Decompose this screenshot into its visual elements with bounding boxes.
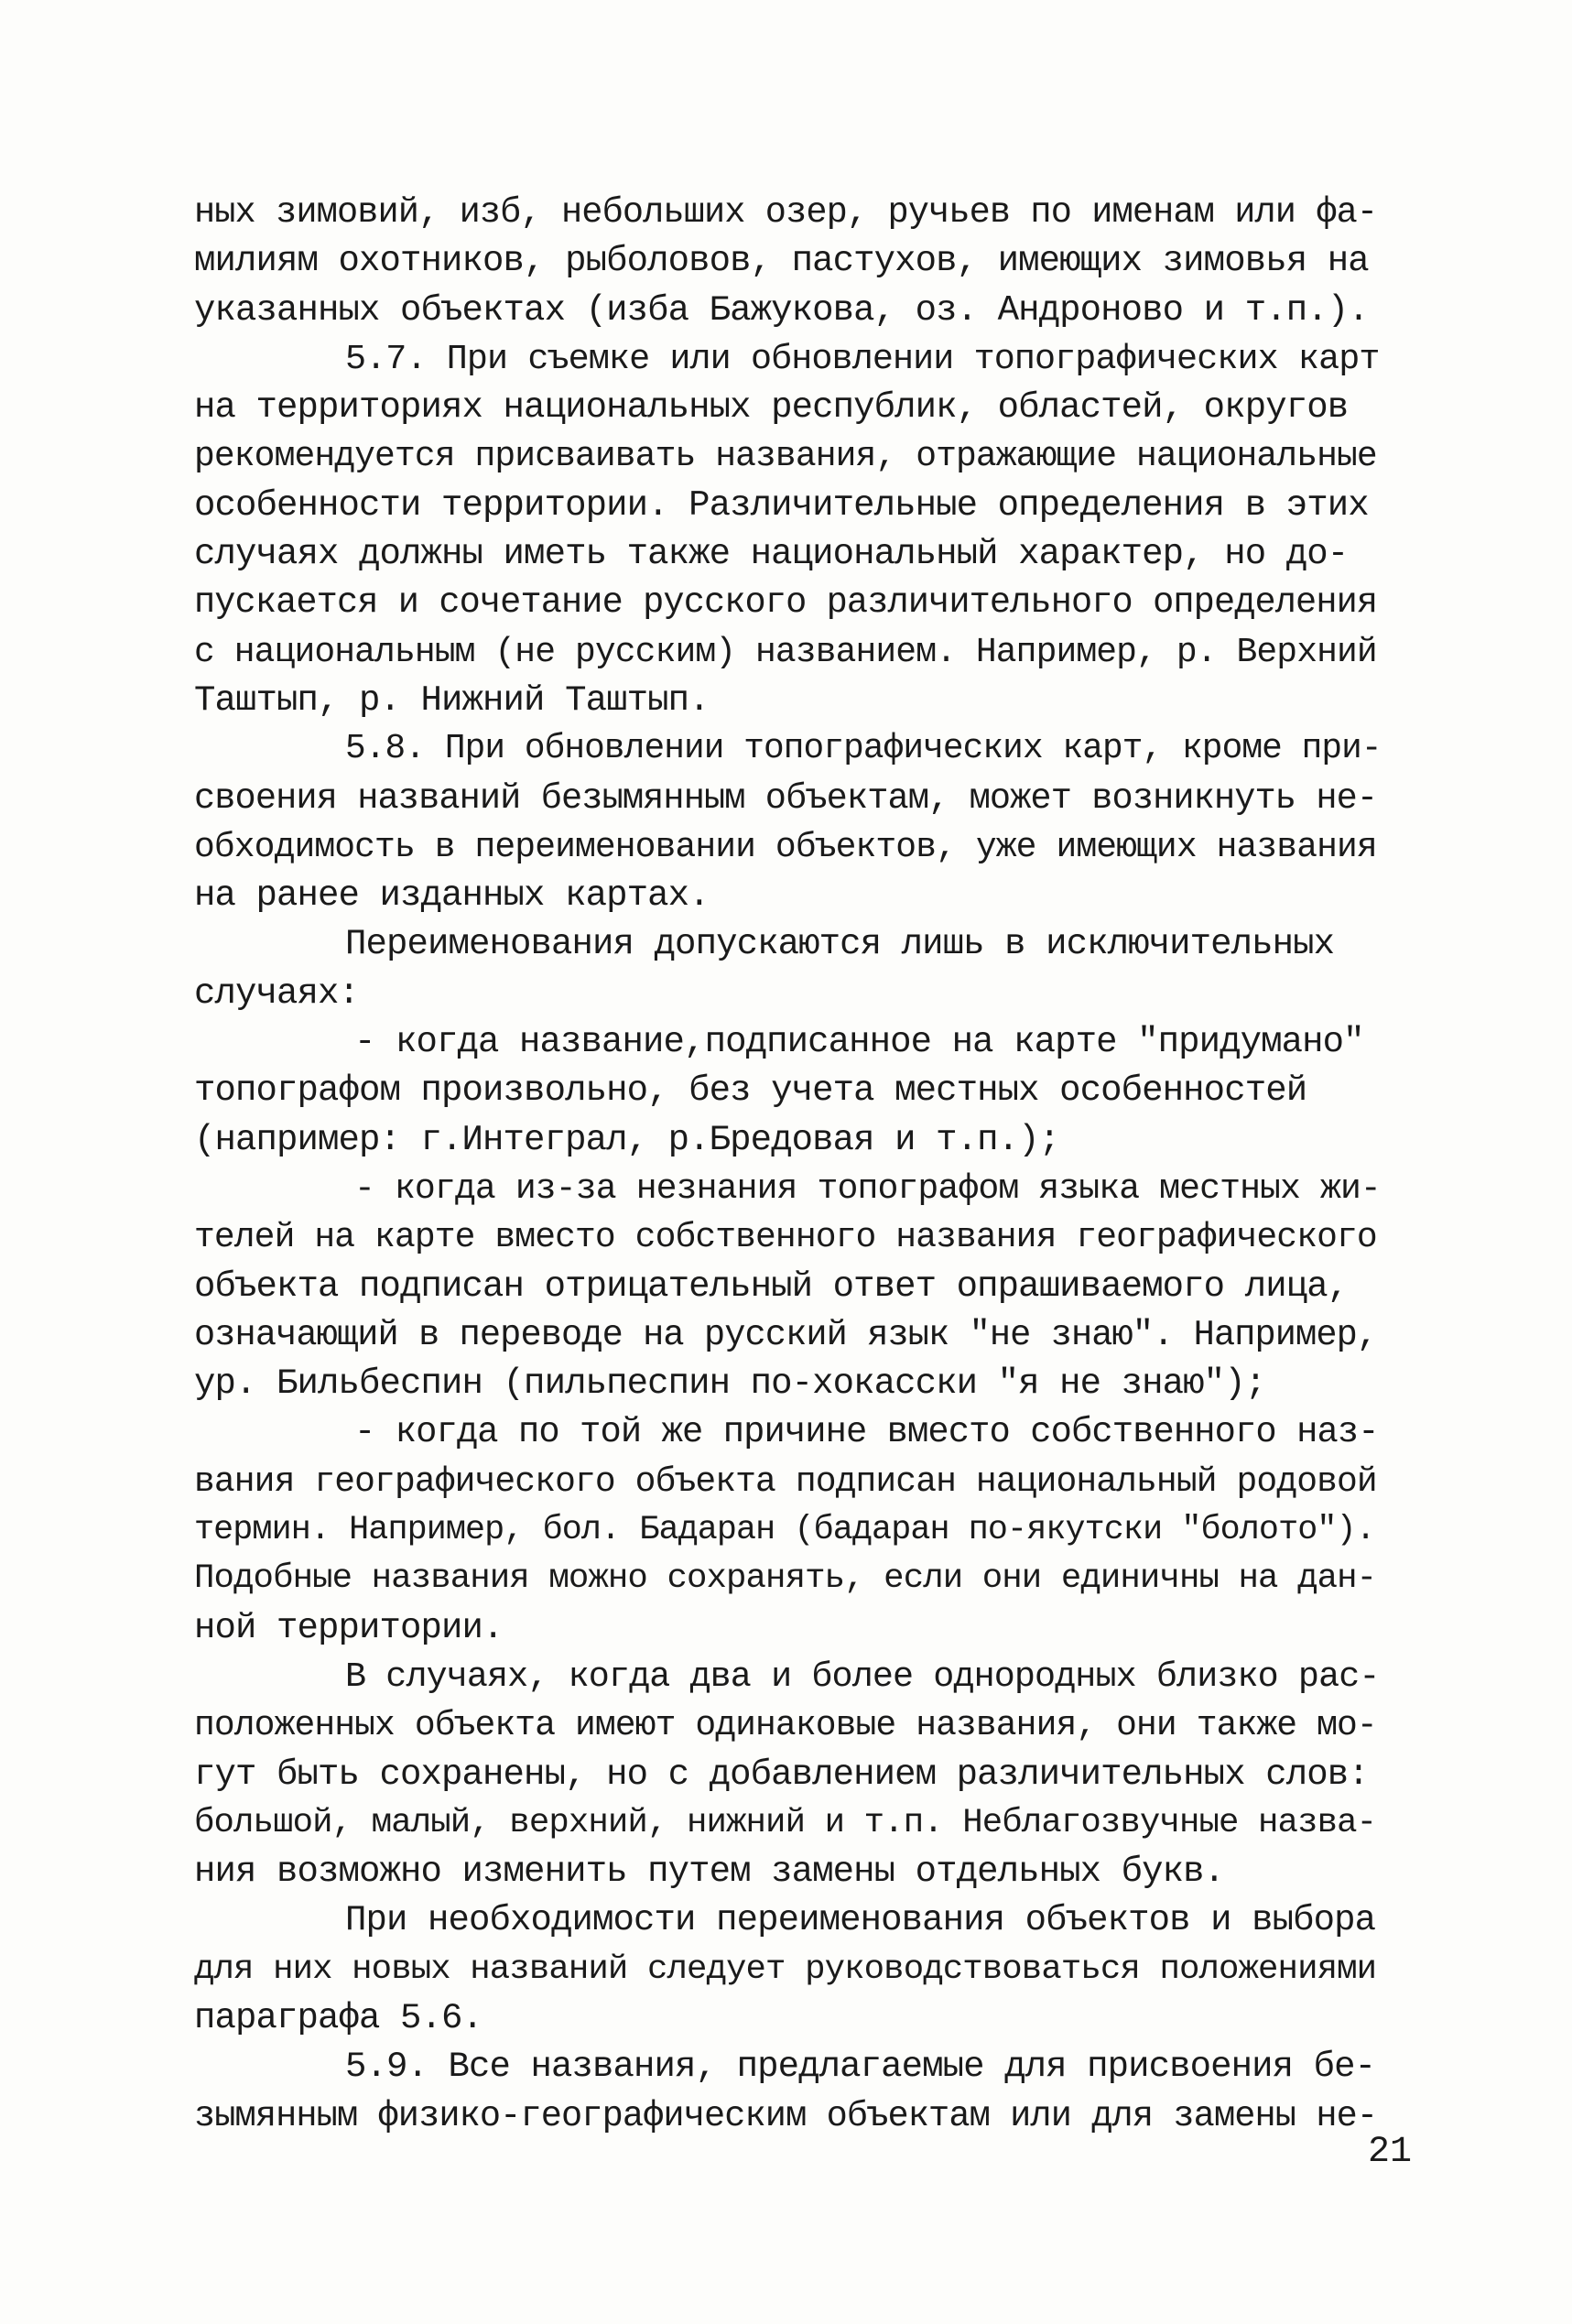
- text-line: случаях должны иметь также национальный характер, но до-: [194, 534, 1349, 575]
- text-line: означающий в переводе на русский язык "не знаю". Например,: [194, 1314, 1378, 1355]
- text-line: телей на карте вместо собственного названия географического: [194, 1218, 1377, 1258]
- text-line: (например: г.Интеграл, р.Бредовая и т.п.);: [194, 1119, 1060, 1160]
- text-line: для них новых названий следует руководствоваться положениями: [194, 1949, 1377, 1989]
- text-line: случаях:: [194, 972, 360, 1014]
- text-line: с национальным (не русским) названием. Например, р. Верхний: [194, 632, 1377, 672]
- paragraph-start: При необходимости переименования объектов и выбора: [345, 1900, 1376, 1941]
- text-line: Таштып, р. Нижний Таштып.: [194, 679, 710, 721]
- list-item-start: - когда по той же причине вместо собственного наз-: [354, 1412, 1379, 1453]
- text-line: рекомендуется присваивать названия, отражающие национальные: [194, 437, 1377, 477]
- text-line: объекта подписан отрицательный ответ опрашиваемого лица,: [194, 1265, 1349, 1307]
- text-line: обходимость в переименовании объектов, уже имеющих названия: [194, 827, 1377, 867]
- text-line: на территориях национальных республик, областей, округов: [194, 387, 1349, 429]
- text-line: ных зимовий, изб, небольших озер, ручьев по именам или фа-: [194, 192, 1378, 233]
- paragraph-start: В случаях, когда два и более однородных близко рас-: [345, 1656, 1380, 1697]
- body-text: [194, 189, 1384, 2141]
- text-line: Подобные названия можно сохранять, если они единичны на дан-: [194, 1559, 1377, 1599]
- text-line: ния возможно изменить путем замены отдельных букв.: [194, 1852, 1225, 1893]
- list-item-start: - когда название,подписанное на карте "придумано": [354, 1022, 1364, 1063]
- text-line: ур. Бильбеспин (пильпеспин по-хокасски "я не знаю");: [194, 1363, 1266, 1405]
- text-line: милиям охотников, рыболовов, пастухов, имеющих зимовья на: [194, 241, 1369, 282]
- text-line: зымянным физико-географическим объектам или для замены не-: [194, 2095, 1378, 2136]
- text-line: на ранее изданных картах.: [194, 875, 710, 917]
- list-item-start: - когда из-за незнания топографом языка местных жи-: [354, 1168, 1381, 1209]
- text-line: топографом произвольно, без учета местных особенностей: [194, 1070, 1307, 1112]
- section-5-8-start: 5.8. При обновлении топографических карт, кроме при-: [345, 730, 1382, 769]
- section-5-9-start: 5.9. Все названия, предлагаемые для присвоения бе-: [345, 2047, 1376, 2088]
- paragraph-start: Переименования допускаются лишь в исключительных: [345, 924, 1335, 965]
- text-line: особенности территории. Различительные определения в этих: [194, 484, 1369, 526]
- text-line: вания географического объекта подписан национальный родовой: [194, 1461, 1377, 1502]
- page-number: 21: [1368, 2132, 1413, 2173]
- text-line: параграфа 5.6.: [194, 1997, 483, 2038]
- text-line: большой, малый, верхний, нижний и т.п. Неблагозвучные назва-: [194, 1803, 1377, 1842]
- text-line: указанных объектах (изба Бажукова, оз. Андроново и т.п.).: [194, 289, 1369, 331]
- text-line: ной территории.: [194, 1607, 504, 1648]
- section-5-7-start: 5.7. При съемке или обновлении топографических карт: [345, 338, 1380, 379]
- text-line: положенных объекта имеют одинаковые названия, они также мо-: [194, 1706, 1377, 1746]
- text-line: термин. Например, бол. Бадаран (бадаран по-якутски "болото").: [194, 1511, 1375, 1550]
- text-line: пускается и сочетание русского различительного определения: [194, 582, 1378, 624]
- text-line: гут быть сохранены, но с добавлением различительных слов:: [194, 1754, 1369, 1795]
- text-line: своения названий безымянным объектам, может возникнуть не-: [194, 777, 1378, 819]
